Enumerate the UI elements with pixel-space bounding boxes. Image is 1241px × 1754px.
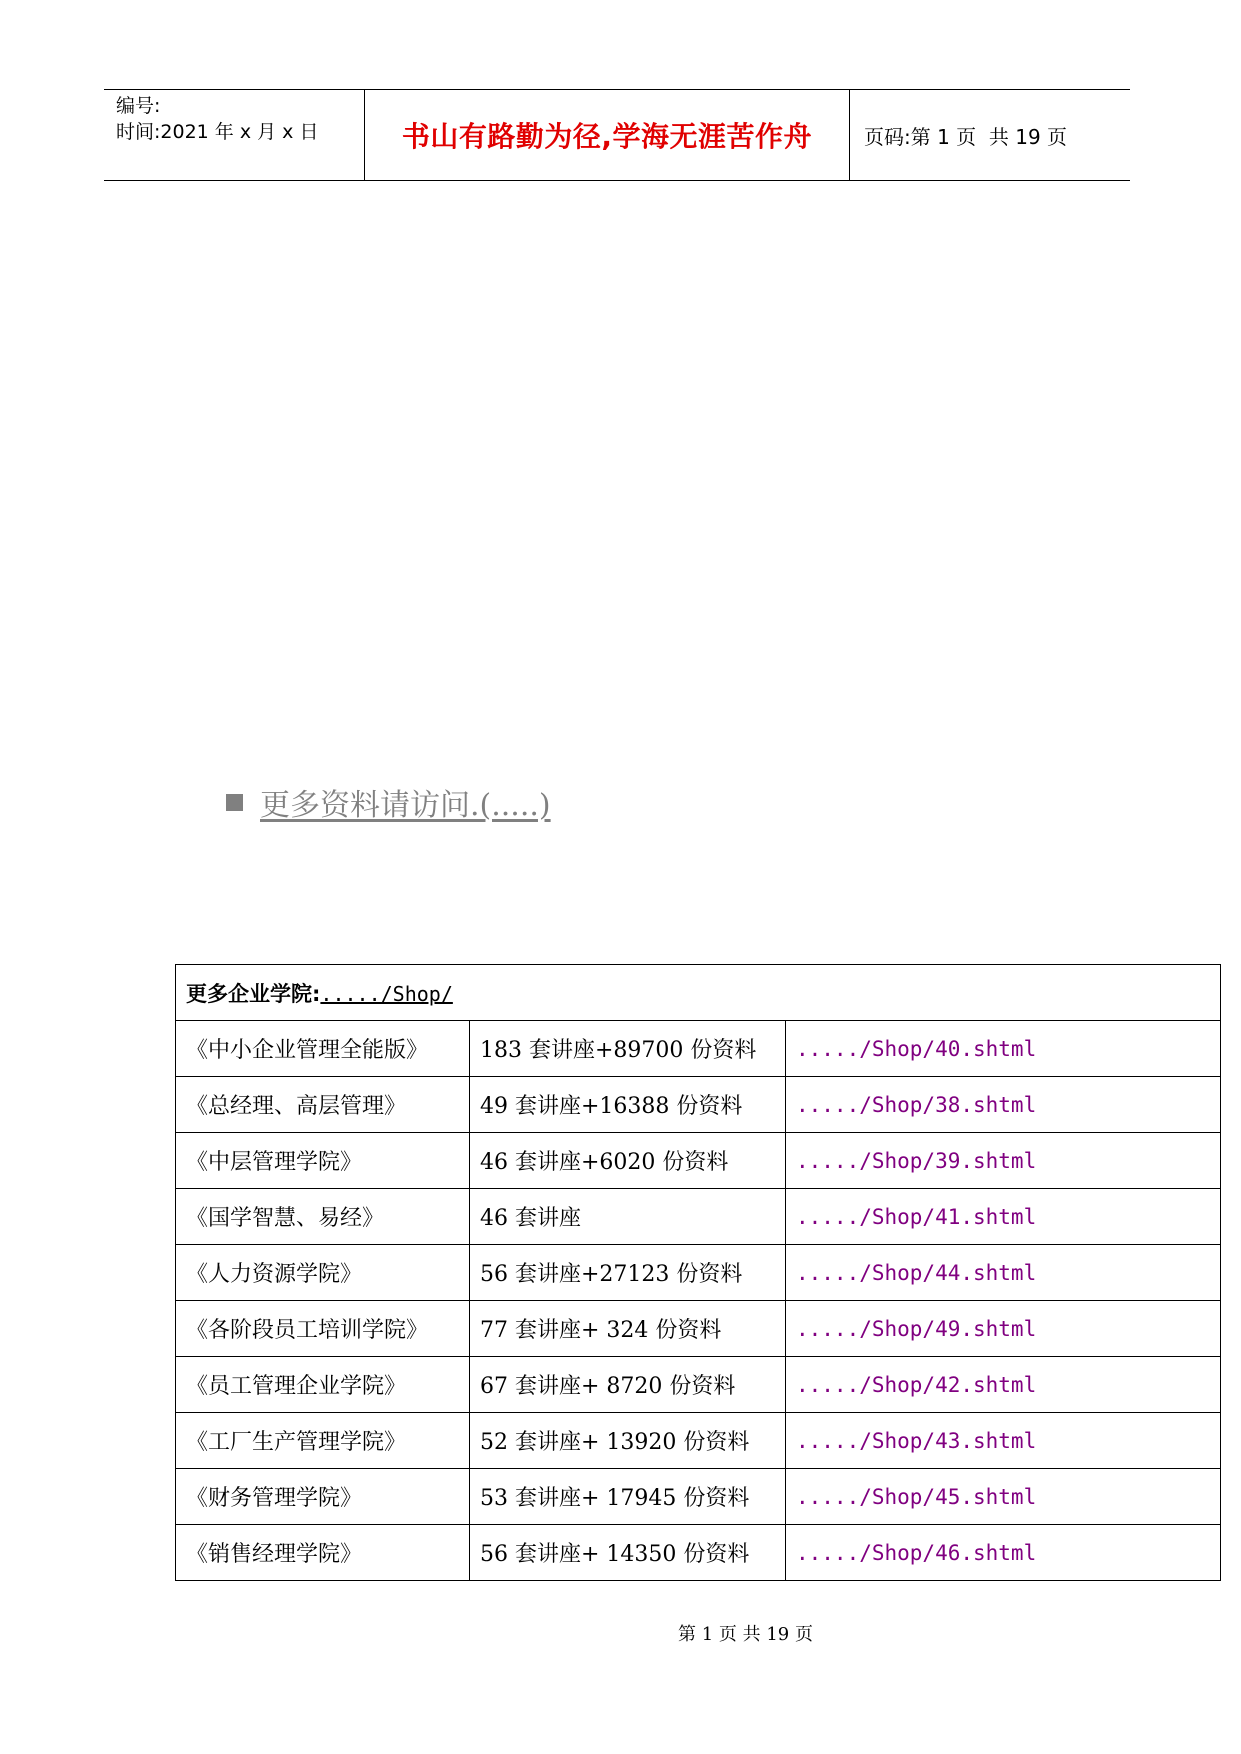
- header-motto: 书山有路勤为径,学海无涯苦作舟: [401, 120, 813, 153]
- table-row: [176, 1245, 1221, 1301]
- course-link[interactable]: ...../Shop/44.shtml: [786, 1245, 1221, 1301]
- course-description: 183 套讲座+89700 份资料: [470, 1021, 786, 1077]
- course-description: 52 套讲座+ 13920 份资料: [470, 1413, 786, 1469]
- table-head-cell: [176, 965, 1221, 1021]
- table-row: [176, 1077, 1221, 1133]
- table-row: [176, 1021, 1221, 1077]
- course-name: 《中小企业管理全能版》: [176, 1021, 470, 1077]
- table-row: [176, 1357, 1221, 1413]
- table-row: [176, 1189, 1221, 1245]
- course-description: 46 套讲座: [470, 1189, 786, 1245]
- more-resources-link[interactable]: 更多资料请访问.(.....): [260, 788, 551, 823]
- course-name: 《总经理、高层管理》: [176, 1077, 470, 1133]
- table-row: [176, 1525, 1221, 1581]
- course-description: 67 套讲座+ 8720 份资料: [470, 1357, 786, 1413]
- shop-table: [175, 964, 1221, 1581]
- course-link[interactable]: ...../Shop/39.shtml: [786, 1133, 1221, 1189]
- page-header: [104, 89, 1130, 181]
- course-description: 46 套讲座+6020 份资料: [470, 1133, 786, 1189]
- course-link[interactable]: ...../Shop/40.shtml: [786, 1021, 1221, 1077]
- table-row: [176, 1133, 1221, 1189]
- course-name: 《各阶段员工培训学院》: [176, 1301, 470, 1357]
- course-link[interactable]: ...../Shop/42.shtml: [786, 1357, 1221, 1413]
- table-head-label: 更多企业学院:: [186, 981, 321, 1006]
- course-name: 《工厂生产管理学院》: [176, 1413, 470, 1469]
- shop-home-link[interactable]: ...../Shop/: [320, 981, 453, 1006]
- course-description: 53 套讲座+ 17945 份资料: [470, 1469, 786, 1525]
- header-meta: [104, 90, 365, 180]
- course-link[interactable]: ...../Shop/46.shtml: [786, 1525, 1221, 1581]
- course-name: 《中层管理学院》: [176, 1133, 470, 1189]
- course-description: 56 套讲座+27123 份资料: [470, 1245, 786, 1301]
- page-footer: 第 1 页 共 19 页: [678, 1624, 813, 1645]
- course-link[interactable]: ...../Shop/43.shtml: [786, 1413, 1221, 1469]
- course-name: 《国学智慧、易经》: [176, 1189, 470, 1245]
- course-description: 49 套讲座+16388 份资料: [470, 1077, 786, 1133]
- course-description: 77 套讲座+ 324 份资料: [470, 1301, 786, 1357]
- course-link[interactable]: ...../Shop/45.shtml: [786, 1469, 1221, 1525]
- course-name: 《人力资源学院》: [176, 1245, 470, 1301]
- table-row: [176, 1469, 1221, 1525]
- course-name: 《财务管理学院》: [176, 1469, 470, 1525]
- table-row: [176, 1301, 1221, 1357]
- course-link[interactable]: ...../Shop/49.shtml: [786, 1301, 1221, 1357]
- serial-label: 编号:: [116, 95, 161, 117]
- time-label: 时间:2021 年 x 月 x 日: [116, 121, 319, 143]
- course-link[interactable]: ...../Shop/38.shtml: [786, 1077, 1221, 1133]
- course-name: 《员工管理企业学院》: [176, 1357, 470, 1413]
- more-resources-line: [226, 780, 551, 824]
- table-head-row: [176, 965, 1221, 1021]
- table-row: [176, 1413, 1221, 1469]
- course-link[interactable]: ...../Shop/41.shtml: [786, 1189, 1221, 1245]
- course-name: 《销售经理学院》: [176, 1525, 470, 1581]
- square-bullet-icon: [226, 794, 243, 811]
- course-description: 56 套讲座+ 14350 份资料: [470, 1525, 786, 1581]
- header-page-info: 页码:第 1 页 共 19 页: [864, 124, 1068, 149]
